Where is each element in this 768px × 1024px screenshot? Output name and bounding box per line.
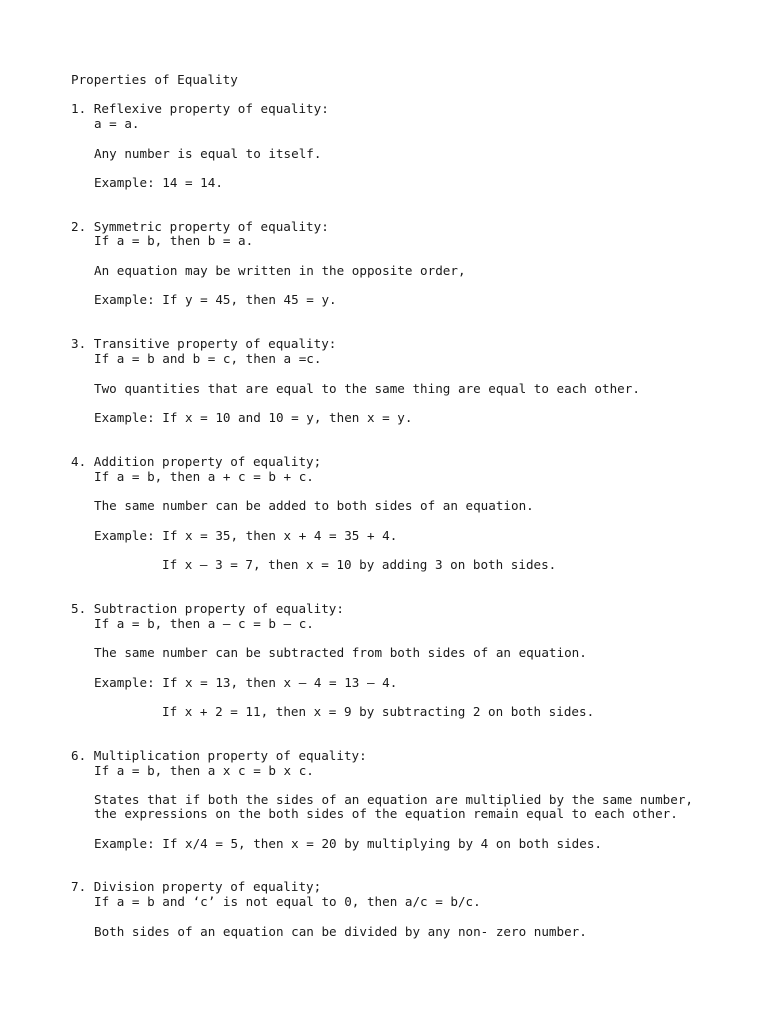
property-example: Example: If x = 13, then x – 4 = 13 – 4.	[94, 675, 398, 690]
property-rule: a = a.	[94, 116, 140, 131]
property-example: Example: If y = 45, then 45 = y.	[94, 292, 337, 307]
property-rule: If a = b, then a – c = b – c.	[94, 616, 314, 631]
property-example: Example: 14 = 14.	[94, 175, 223, 190]
property-description: States that if both the sides of an equation are multiplied by the same number,	[94, 792, 693, 807]
property-rule: If a = b and b = c, then a =c.	[94, 351, 322, 366]
property-heading: 3. Transitive property of equality:	[71, 336, 337, 351]
property-rule: If a = b and ‘c’ is not equal to 0, then a/c = b/c.	[94, 894, 481, 909]
property-description: The same number can be subtracted from both sides of an equation.	[94, 645, 587, 660]
property-description: The same number can be added to both sides of an equation.	[94, 498, 534, 513]
document-title: Properties of Equality	[71, 72, 238, 87]
property-description: Any number is equal to itself.	[94, 146, 322, 161]
property-description: Two quantities that are equal to the same thing are equal to each other.	[94, 381, 640, 396]
property-heading: 5. Subtraction property of equality:	[71, 601, 344, 616]
property-heading: 2. Symmetric property of equality:	[71, 219, 329, 234]
property-description: An equation may be written in the opposite order,	[94, 263, 466, 278]
property-example: Example: If x = 10 and 10 = y, then x = y.	[94, 410, 413, 425]
property-rule: If a = b, then a + c = b + c.	[94, 469, 314, 484]
property-heading: 7. Division property of equality;	[71, 879, 322, 894]
property-rule: If a = b, then b = a.	[94, 233, 254, 248]
property-description: Both sides of an equation can be divided by any non- zero number.	[94, 924, 587, 939]
property-heading: 1. Reflexive property of equality:	[71, 101, 329, 116]
property-example: Example: If x/4 = 5, then x = 20 by multiplying by 4 on both sides.	[94, 836, 602, 851]
property-heading: 4. Addition property of equality;	[71, 454, 322, 469]
property-description-continued: the expressions on the both sides of the equation remain equal to each other.	[94, 806, 678, 821]
property-rule: If a = b, then a x c = b x c.	[94, 763, 314, 778]
property-example: Example: If x = 35, then x + 4 = 35 + 4.	[94, 528, 398, 543]
property-example-continued: If x + 2 = 11, then x = 9 by subtracting 2 on both sides.	[162, 704, 595, 719]
property-heading: 6. Multiplication property of equality:	[71, 748, 367, 763]
property-example-continued: If x – 3 = 7, then x = 10 by adding 3 on both sides.	[162, 557, 557, 572]
